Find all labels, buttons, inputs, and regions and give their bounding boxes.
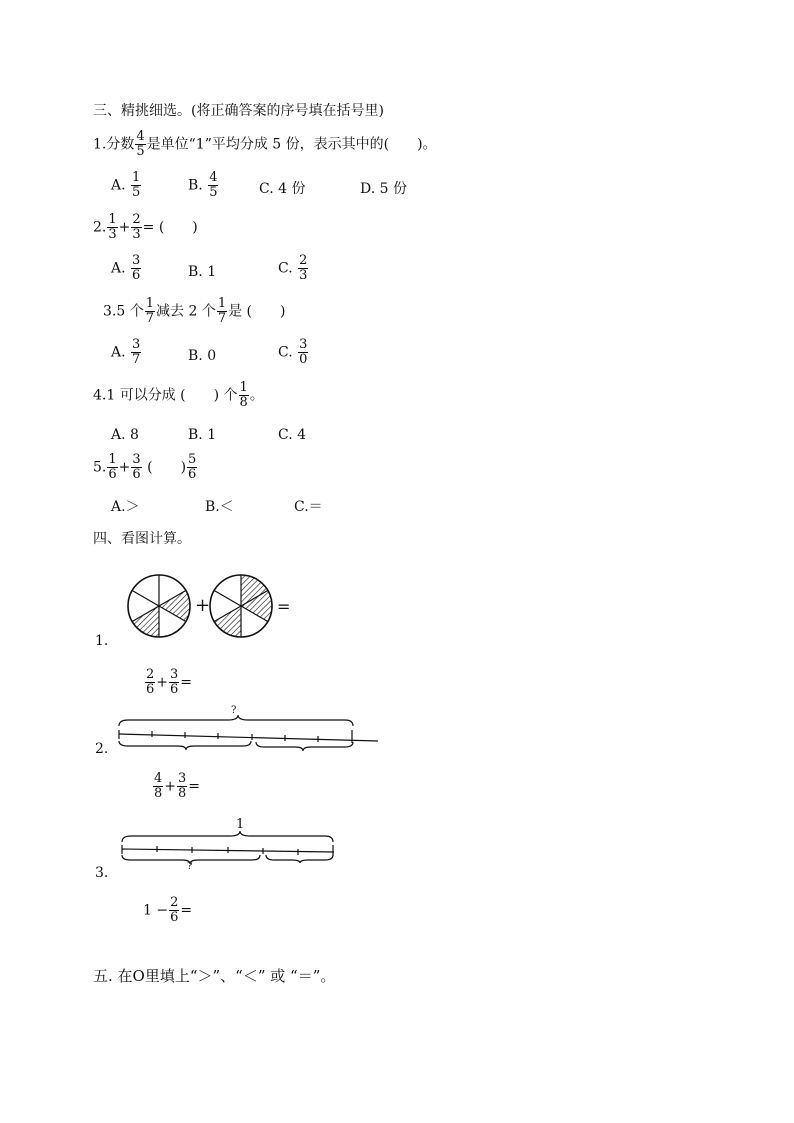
q4-option-c: C. 4 [278, 427, 307, 443]
q5-option-b: B.＜ [205, 499, 234, 515]
section-5-title: 五. 在O里填上“＞”、“＜” 或 “＝”。 [93, 967, 336, 985]
q5-option-a: A.＞ [111, 499, 140, 515]
p1-expression: $\frac{2}{6}$ + $\frac{3}{6}$ = [146, 667, 193, 697]
question-3: 3.5 个 $\frac{1}{7}$ 减去 2 个 $\frac{1}{7}$ 是 ( ) [103, 296, 286, 326]
question-4: 4.1 可以分成 ( ) 个 $\frac{1}{8}$ 。 [93, 380, 264, 410]
question-2: 2. $\frac{1}{3}$ + $\frac{2}{3}$ = ( ) [93, 212, 198, 242]
p1-number: 1. [95, 633, 109, 649]
q2-option-a: A. $\frac{3}{6}$ [111, 253, 141, 283]
p2-question-mark: ? [231, 705, 237, 716]
q1-option-b: B. $\frac{4}{5}$ [188, 170, 218, 200]
circle-left [128, 575, 190, 637]
segment-diagram-3 [122, 831, 334, 864]
p3-top-label: 1 [236, 817, 245, 832]
q3-option-b: B. 0 [188, 348, 217, 364]
q1-suffix: 是单位“1”平均分成 5 份，表示其中的( )。 [146, 136, 437, 153]
segment-diagram-2 [119, 715, 378, 751]
q1-option-d: D. 5 份 [360, 181, 407, 197]
p3-question-mark: ? [187, 861, 193, 872]
q1-option-c: C. 4 份 [259, 181, 306, 197]
q5-option-c: C.＝ [294, 499, 323, 515]
q4-option-b: B. 1 [188, 427, 217, 443]
p2-expression: $\frac{4}{8}$ + $\frac{3}{8}$ = [154, 771, 201, 801]
q1-prefix: 1.分数 [93, 136, 135, 153]
section-4-title: 四、看图计算。 [93, 531, 191, 547]
p2-number: 2. [95, 741, 109, 757]
q3-option-c: C. $\frac{3}{0}$ [278, 337, 308, 367]
q4-option-a: A. 8 [111, 427, 139, 443]
p3-expression: 1 − $\frac{2}{6}$ = [143, 895, 193, 925]
q2-option-c: C. $\frac{2}{3}$ [278, 253, 308, 283]
circle-right [210, 575, 272, 637]
q2-option-b: B. 1 [188, 264, 217, 280]
q3-option-a: A. $\frac{3}{7}$ [111, 337, 141, 367]
section-3-title: 三、精挑细选。(将正确答案的序号填在括号里) [93, 103, 384, 119]
question-5: 5. $\frac{1}{6}$ + $\frac{3}{6}$ ( ) $\frac{5}{6}$ [93, 452, 197, 482]
p1-plus-sign: + [195, 595, 211, 616]
q1-option-a: A. $\frac{1}{5}$ [111, 170, 141, 200]
p3-number: 3. [95, 865, 109, 881]
q1-fraction: $\frac{4}{5}$ [136, 129, 145, 159]
p1-equals-sign: = [277, 597, 291, 616]
